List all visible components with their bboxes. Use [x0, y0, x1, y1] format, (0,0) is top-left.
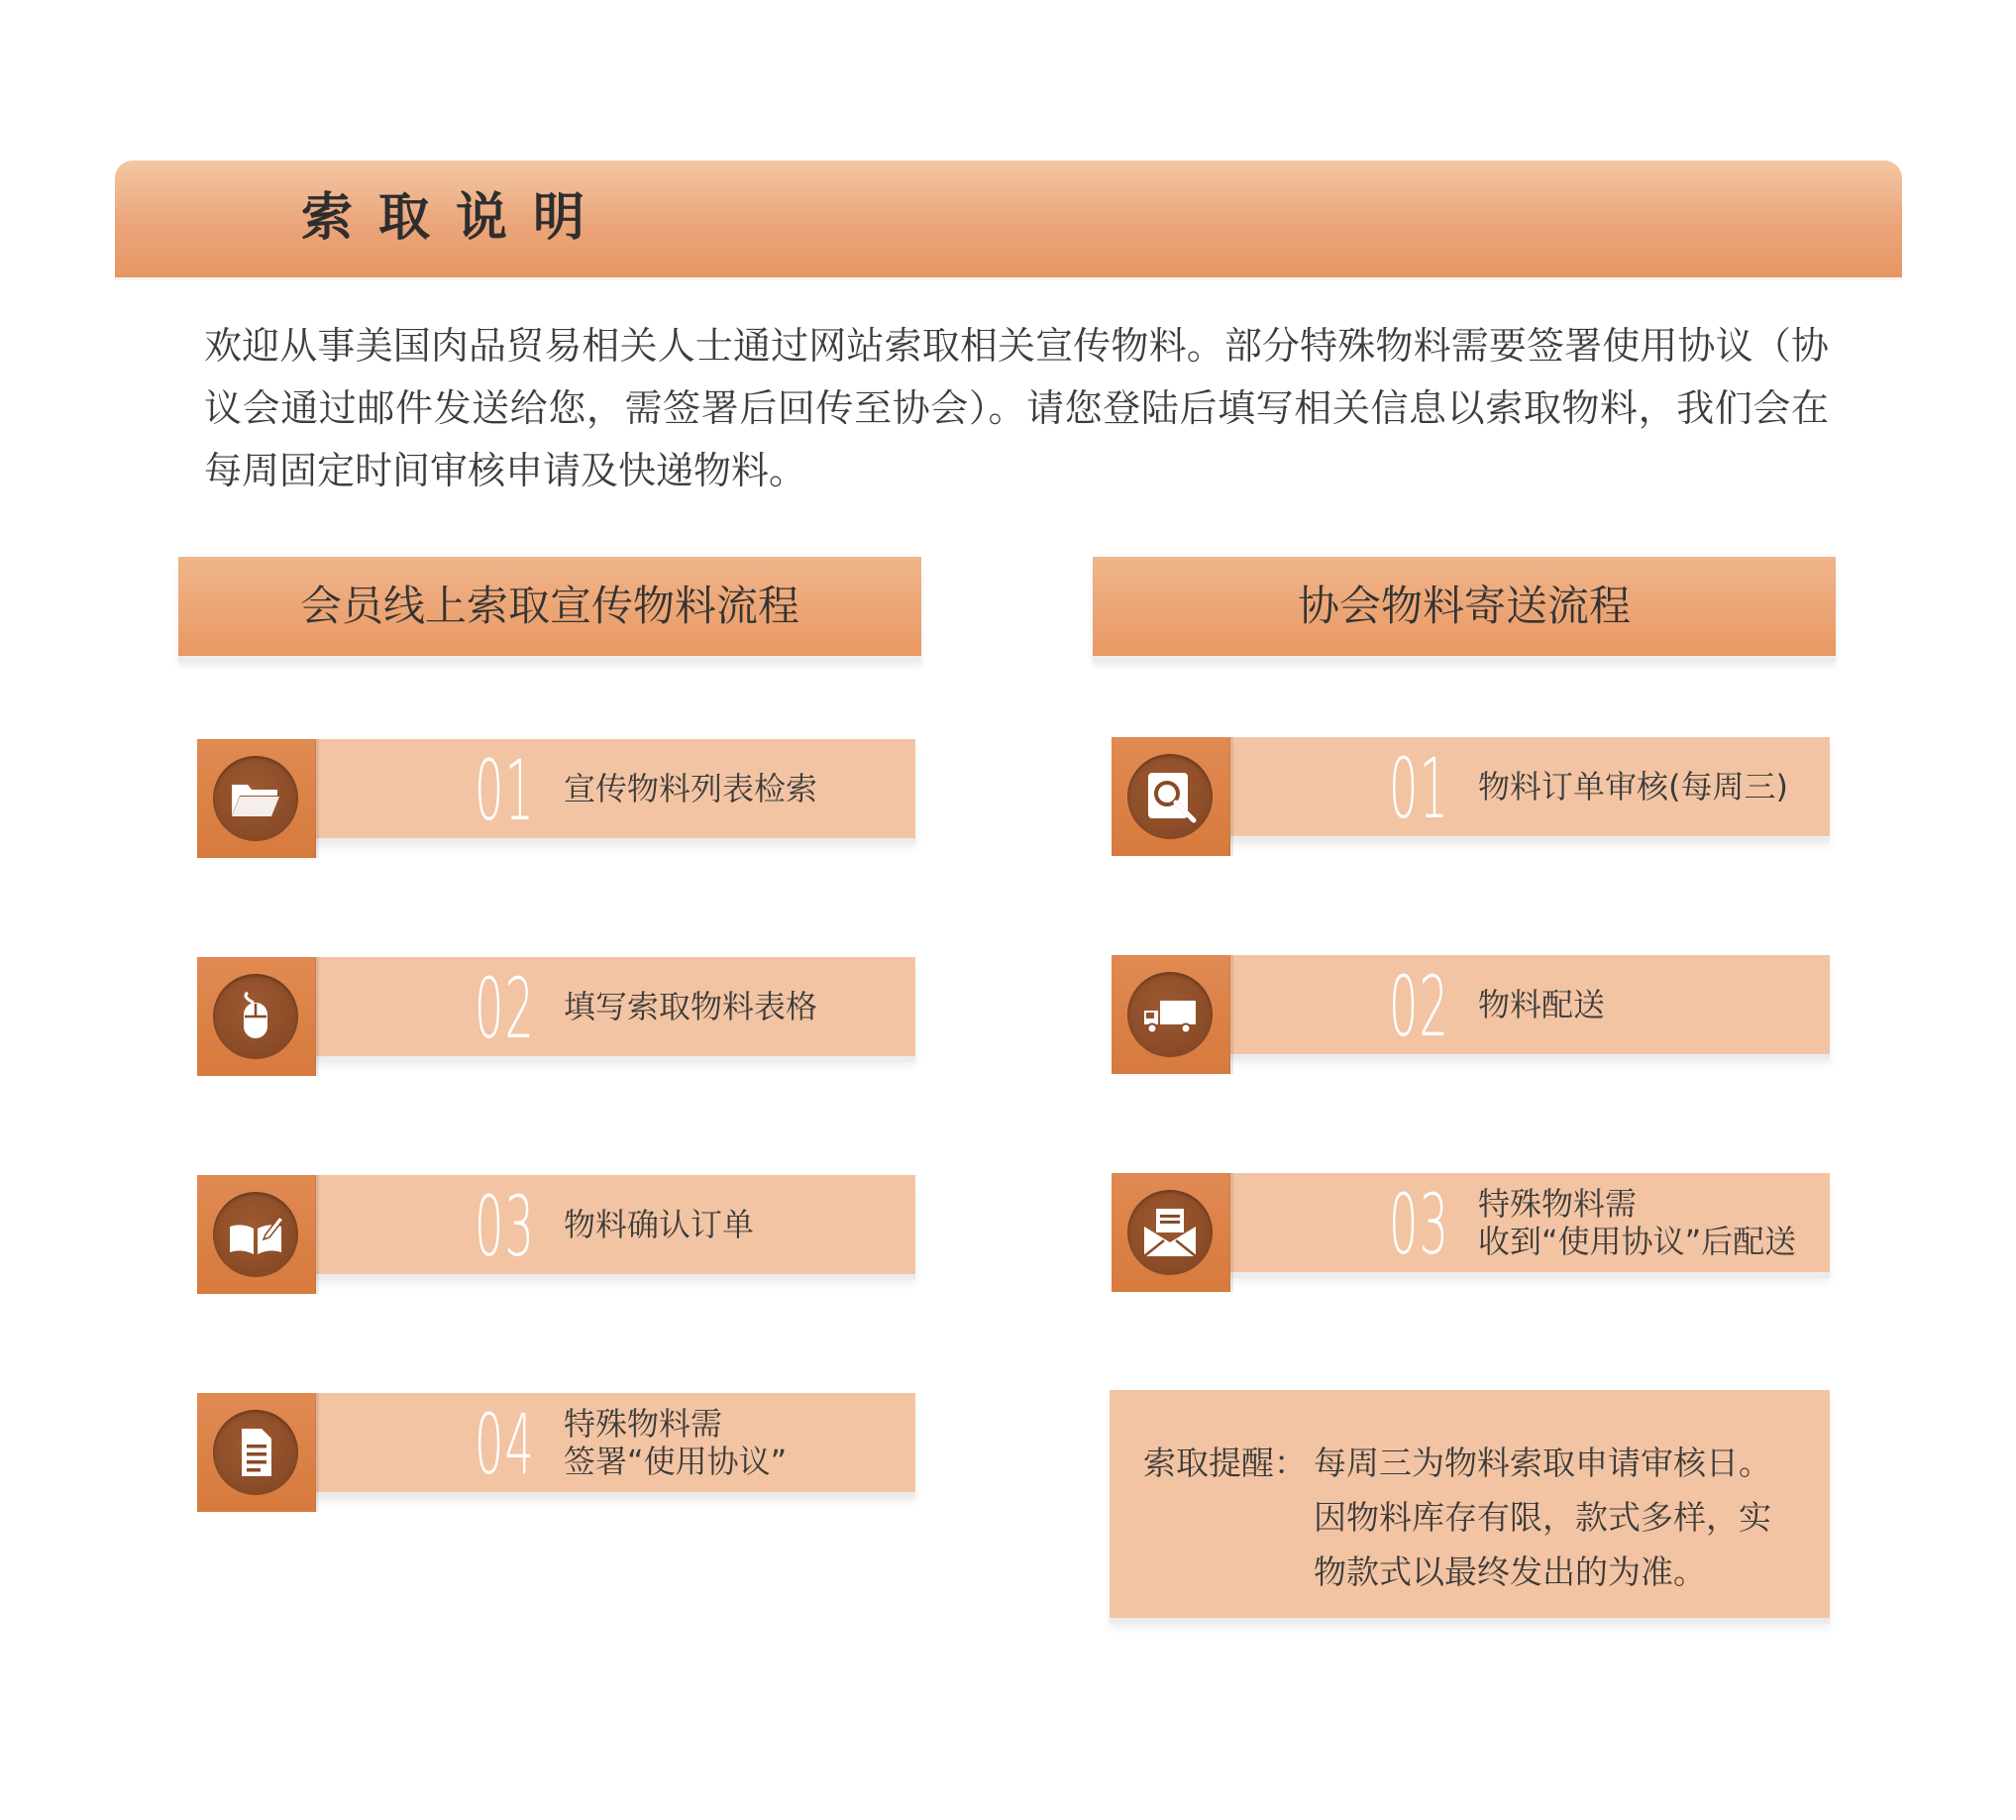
step-icon-tile — [1112, 1173, 1230, 1292]
step-icon-tile — [197, 1393, 316, 1512]
left-step-2 — [197, 957, 915, 1076]
step-number: 03 — [475, 1178, 535, 1275]
truck-icon — [1127, 972, 1213, 1057]
step-number: 03 — [1389, 1176, 1449, 1273]
step-number: 04 — [475, 1396, 535, 1493]
right-step-1 — [1112, 737, 1830, 856]
reminder-box — [1110, 1390, 1830, 1618]
step-label: 特殊物料需 收到“使用协议”后配送 — [1478, 1185, 1797, 1260]
reminder-label: 索取提醒： — [1143, 1444, 1307, 1482]
mouse-icon — [213, 974, 298, 1059]
step-icon-tile — [197, 739, 316, 858]
left-column-title: 会员线上索取宣传物料流程 — [299, 582, 799, 630]
left-column-header — [178, 557, 921, 656]
step-icon-tile — [1112, 737, 1230, 856]
section-banner — [115, 161, 1902, 277]
magnifier-icon — [1127, 754, 1213, 839]
step-number: 01 — [1389, 740, 1449, 837]
step-label: 特殊物料需 签署“使用协议” — [564, 1405, 788, 1480]
book-pen-icon — [213, 1192, 298, 1277]
step-icon-tile — [1112, 955, 1230, 1074]
left-step-1 — [197, 739, 915, 858]
envelope-icon — [1127, 1190, 1213, 1275]
reminder-text: 每周三为物料索取申请审核日。 因物料库存有限，款式多样，实 物款式以最终发出的为准。 — [1314, 1444, 1771, 1591]
step-label: 物料配送 — [1478, 986, 1606, 1023]
intro-paragraph: 欢迎从事美国肉品贸易相关人士通过网站索取相关宣传物料。部分特殊物料需要签署使用协议（协议会通过邮件发送给您，需签署后回传至协会）。请您登陆后填写相关信息以索取物料，我们会在每周固定时间审核申请及快递物料。 — [204, 324, 1829, 492]
folder-icon — [213, 756, 298, 841]
right-step-2 — [1112, 955, 1830, 1074]
step-number: 02 — [475, 960, 535, 1057]
page-title: 索取说明 — [301, 188, 611, 248]
step-label: 物料订单审核(每周三) — [1478, 768, 1788, 805]
step-label: 宣传物料列表检索 — [564, 770, 818, 807]
left-step-3 — [197, 1175, 915, 1294]
right-column-title: 协会物料寄送流程 — [1297, 582, 1631, 630]
left-step-4 — [197, 1393, 915, 1512]
right-step-3 — [1112, 1173, 1830, 1292]
step-icon-tile — [197, 957, 316, 1076]
step-label: 填写索取物料表格 — [564, 988, 818, 1025]
document-icon — [213, 1410, 298, 1495]
step-number: 01 — [475, 742, 535, 839]
step-label: 物料确认订单 — [564, 1206, 755, 1243]
step-number: 02 — [1389, 958, 1449, 1055]
right-column-header — [1093, 557, 1836, 656]
step-icon-tile — [197, 1175, 316, 1294]
